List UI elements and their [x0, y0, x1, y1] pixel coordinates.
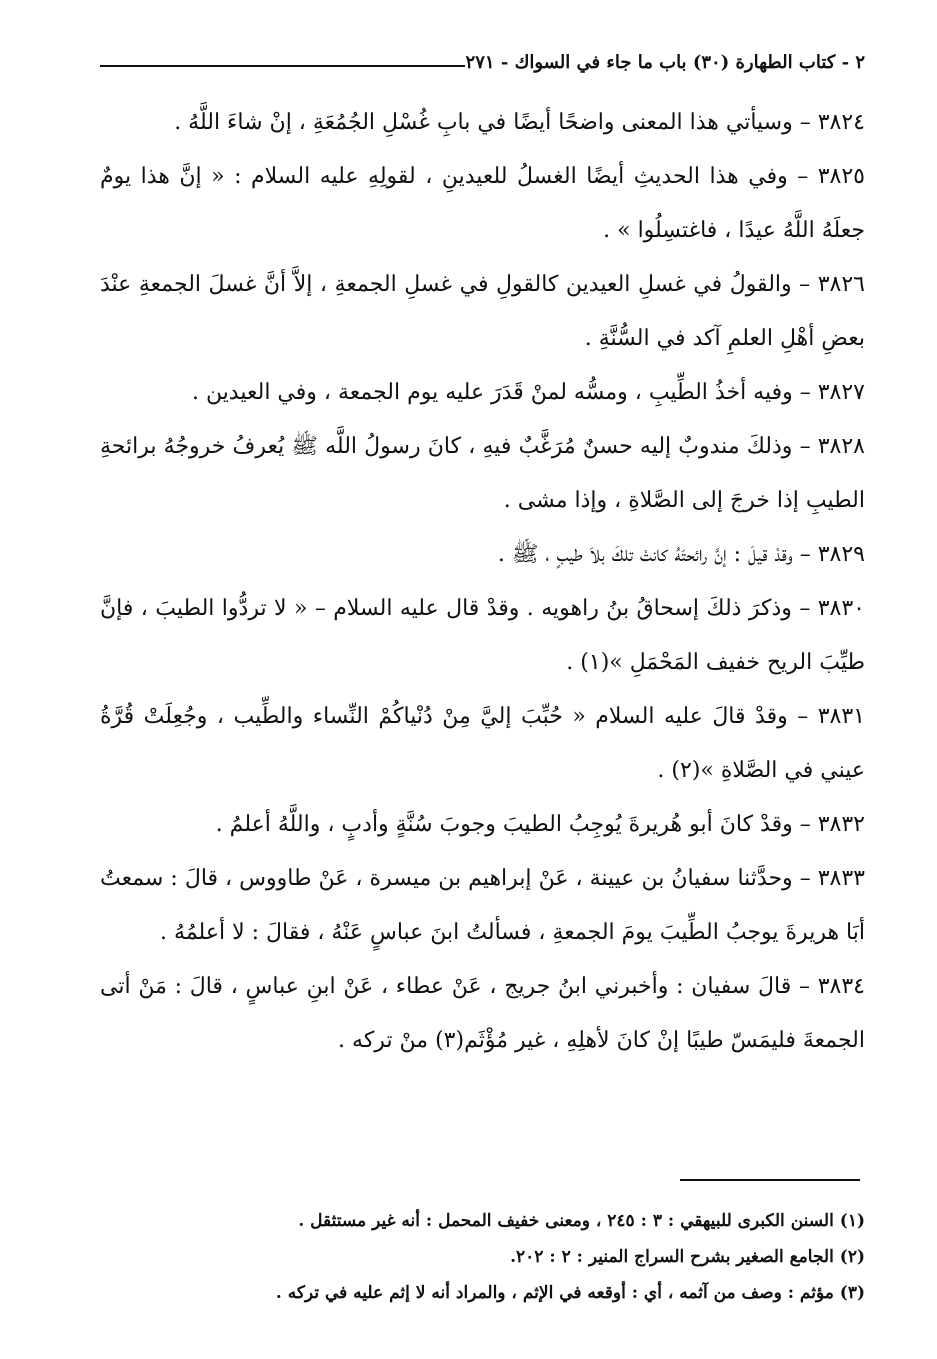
paragraph-3830: ٣٨٣٠ – وذكرَ ذلكَ إسحاقُ بنُ راهويه . وقدْ قال عليه السلام – « لا تردُّوا الطيبَ ، فإنَّ طيِّبَ الريح خفيف المَحْمَلِ »(١) .: [100, 596, 865, 675]
footnote-rule: [680, 1179, 860, 1181]
main-text: [100, 96, 865, 1068]
paragraph-3825: ٣٨٢٥ – وفي هذا الحديثِ أيضًا الغسلُ للعيدينِ ، لقولِهِ عليه السلام : « إنَّ هذا يومٌ جعلَهُ اللَّهُ عيدًا ، فاغتسِلُوا » .: [100, 164, 865, 243]
paragraph-3826: ٣٨٢٦ – والقولُ في غسلِ العيدين كالقولِ في غسلِ الجمعةِ ، إلاَّ أنَّ غسلَ الجمعةِ عنْدَ بعضِ أهْلِ العلمِ آكد في السُّنَّةِ .: [100, 272, 865, 351]
paragraph-3827: ٣٨٢٧ – وفيه أخذُ الطِّيبِ ، ومسُّه لمنْ قَدَرَ عليه يوم الجمعة ، وفي العيدين .: [191, 380, 865, 405]
paragraph-3833: ٣٨٣٣ – وحدَّثنا سفيانُ بن عيينة ، عَنْ إبراهيم بن ميسرة ، عَنْ طاووس ، قالَ : سمعتُ أبَا هريرةَ يوجبُ الطِّيبَ يومَ الجمعةِ ، فسألتُ ابنَ عباسٍ عَنْهُ ، فقالَ : لا أعلمُهُ .: [100, 866, 865, 945]
paragraph-3828: ٣٨٢٨ – وذلكَ مندوبٌ إليه حسنٌ مُرَغَّبٌ فيهِ ، كانَ رسولُ اللَّه ﷺ يُعرفُ خروجُهُ برائحةِ الطيبِ إذا خرجَ إلى الصَّلاةِ ، وإذا مشى .: [100, 434, 865, 513]
paragraph-3834: ٣٨٣٤ – قالَ سفيان : وأخبرني ابنُ جريج ، عَنْ عطاء ، عَنْ ابنِ عباسٍ ، قالَ : مَنْ أتى الجمعةَ فليمَسّ طيبًا إنْ كانَ لأهلِهِ ، غير مُؤْثَم(٣) منْ تركه .: [100, 974, 865, 1053]
footnote-1: (١) السنن الكبرى للبيهقي : ٣ : ٢٤٥ ، ومعنى خفيف المحمل : أنه غير مستثقل .: [298, 1211, 865, 1231]
running-header: [100, 50, 865, 86]
header-rule: [100, 65, 465, 67]
footnote-2: (٢) الجامع الصغير بشرح السراج المنير : ٢ : ٢٠٢.: [510, 1247, 865, 1267]
paragraph-3829: ٣٨٢٩ – وقدْ قيلَ : إنَّ رائحتَهُ كانتْ تلكَ بلاَ طيبٍ ، ﷺ .: [497, 542, 865, 567]
footnote-3: (٣) مؤثم : وصف من آثمه ، أي : أوقعه في الإثم ، والمراد أنه لا إثم عليه في تركه .: [275, 1283, 865, 1303]
paragraph-3824: ٣٨٢٤ – وسيأتي هذا المعنى واضحًا أيضًا في بابِ غُسْلِ الجُمُعَةِ ، إنْ شاءَ اللَّهُ .: [174, 110, 865, 135]
paragraph-3831: ٣٨٣١ – وقدْ قالَ عليه السلام « حُبِّبَ إليَّ مِنْ دُنْياكُمْ النِّساء والطِّيب ، وجُعِلَتْ قُرَّةُ عيني في الصَّلاةِ »(٢) .: [100, 704, 865, 783]
paragraph-3832: ٣٨٣٢ – وقدْ كانَ أبو هُريرةَ يُوجِبُ الطيبَ وجوبَ سُنَّةٍ وأدبٍ ، واللَّهُ أعلمُ .: [215, 812, 865, 837]
footnotes: [100, 1203, 865, 1311]
header-title: ٢ - كتاب الطهارة (٣٠) باب ما جاء في السواك - ٢٧١: [465, 52, 865, 73]
